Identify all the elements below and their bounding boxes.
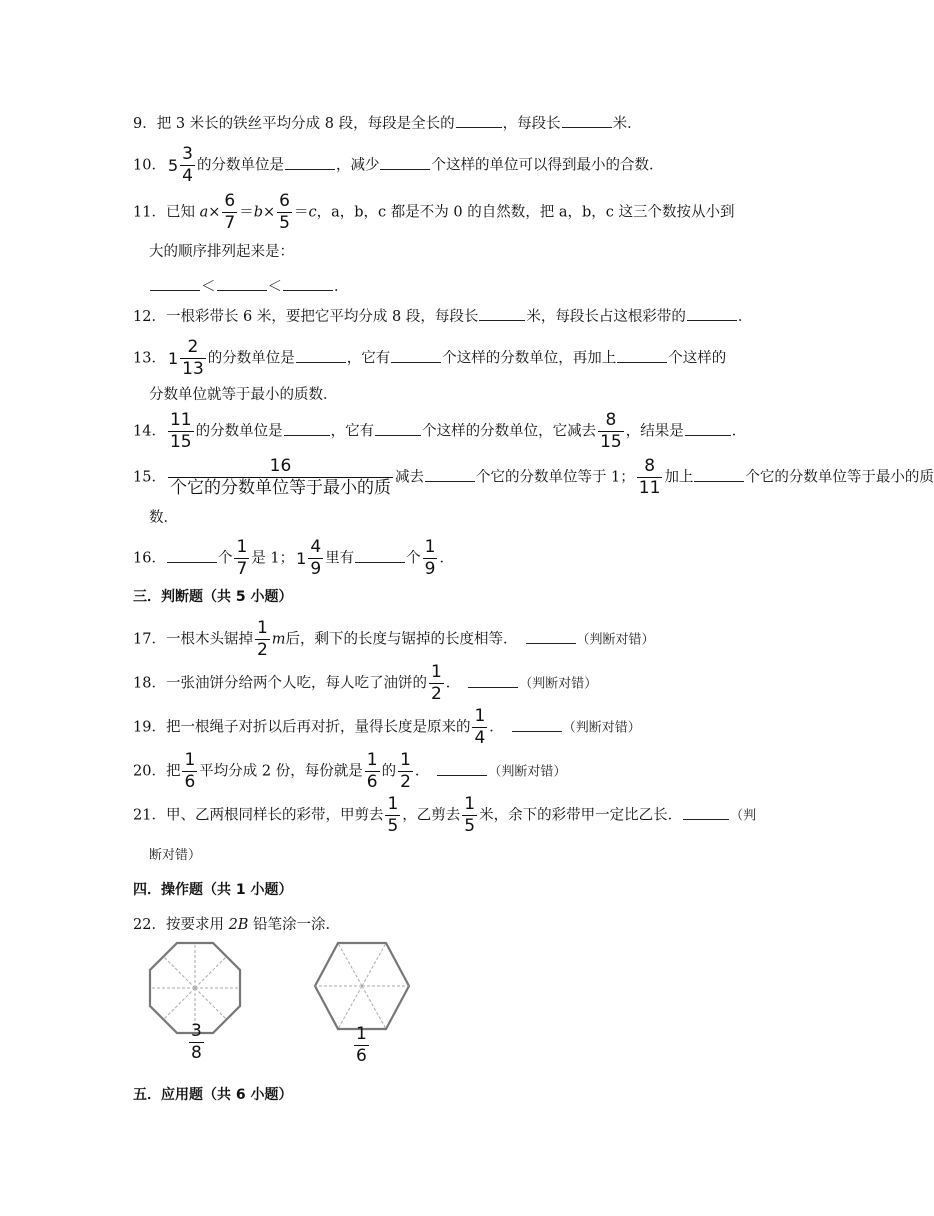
q14-text-f: ． bbox=[731, 423, 747, 440]
q18-text-b: ． bbox=[445, 675, 461, 692]
fraction: $\frac{1}{5}$ bbox=[387, 794, 399, 836]
q18-text-a: 18．一张油饼分给两个人吃，每人吃了油饼的 bbox=[133, 675, 427, 692]
question-21-line2 bbox=[149, 844, 201, 863]
q16-text-f: ． bbox=[439, 550, 454, 567]
fraction: $\frac{1}{7}$ bbox=[236, 537, 248, 579]
fraction: $\frac{6}{5}$ bbox=[279, 191, 290, 233]
q13-text-line2: 分数单位就等于最小的质数． bbox=[149, 387, 338, 403]
fraction: $\frac{1}{4}$ bbox=[474, 706, 486, 748]
period: ． bbox=[334, 279, 349, 295]
question-9 bbox=[133, 112, 642, 133]
fraction: $\frac{1}{2}$ bbox=[256, 618, 268, 660]
question-10 bbox=[133, 146, 663, 185]
q19-text-a: 19．把一根绳子对折以后再对折，量得长度是原来的 bbox=[133, 719, 471, 736]
fraction: $\frac{16}{\text{个它的分数单位等于最小的质}}$ bbox=[169, 456, 391, 498]
q20-text-c: 的 bbox=[381, 763, 397, 780]
answer-blank bbox=[437, 774, 487, 776]
q14-text-b: ，它有 bbox=[330, 423, 375, 440]
fraction: $\frac{8}{15}$ bbox=[600, 410, 622, 452]
judge-hint: （判断对错） bbox=[488, 764, 567, 780]
q20-text-e: ． bbox=[414, 763, 430, 780]
answer-blank bbox=[617, 361, 667, 363]
answer-blank bbox=[285, 168, 335, 170]
q15-text-d: 个它的分数单位等于最小的质 bbox=[745, 469, 934, 486]
answer-blank bbox=[468, 686, 518, 688]
q10-text-a: 的分数单位是 bbox=[196, 157, 284, 174]
answer-blank bbox=[380, 168, 430, 170]
equals-sign: ＝ bbox=[293, 204, 309, 221]
answer-blank bbox=[167, 561, 217, 563]
answer-blank bbox=[425, 480, 475, 482]
q17-text-a: 17．一根木头锯掉 bbox=[133, 631, 253, 648]
fraction: $\frac{6}{7}$ bbox=[224, 191, 236, 233]
judge-hint: （判断对错） bbox=[562, 720, 641, 736]
q22-text-b: 铅笔涂一涂． bbox=[248, 917, 341, 933]
question-18 bbox=[133, 664, 597, 703]
q14-text-e: ，结果是 bbox=[625, 423, 684, 440]
q15-number: 15． bbox=[133, 469, 166, 486]
fraction: $\frac{8}{11}$ bbox=[638, 456, 661, 498]
hexagon-figure[interactable] bbox=[313, 941, 411, 1031]
judge-hint: （判断对错） bbox=[519, 676, 598, 692]
section-heading-application: 五．应用题（共 6 小题） bbox=[133, 1087, 293, 1103]
q16-number: 16． bbox=[133, 550, 166, 567]
pencil-grade: 2B bbox=[228, 917, 249, 933]
q10-number: 10． bbox=[133, 157, 166, 174]
unit: m bbox=[271, 631, 286, 648]
q15-text-c: 加上 bbox=[664, 469, 694, 486]
question-14 bbox=[133, 412, 746, 451]
q15-text-a: 减去 bbox=[394, 469, 424, 486]
hexagon-fraction-label: $\frac{1}{6}$ bbox=[356, 1024, 367, 1066]
mixed-whole: 1 bbox=[296, 549, 307, 568]
q20-text-a: 20．把 bbox=[133, 763, 181, 780]
question-22 bbox=[133, 913, 340, 934]
question-16 bbox=[133, 539, 454, 578]
q19-text-b: ． bbox=[489, 719, 504, 736]
q11-text: ，a，b，c 都是不为 0 的自然数，把 a，b，c 这三个数按从小到 bbox=[316, 204, 735, 221]
var-a: a bbox=[199, 204, 209, 221]
question-15 bbox=[133, 458, 934, 497]
judge-hint-line2: 断对错） bbox=[149, 848, 202, 863]
mixed-whole: 5 bbox=[167, 156, 179, 175]
answer-blank bbox=[217, 289, 267, 291]
q16-text-b: 是 1； bbox=[251, 550, 295, 567]
q16-text-c: 里有 bbox=[325, 550, 355, 567]
answer-blank bbox=[283, 289, 333, 291]
answer-blank bbox=[150, 289, 200, 291]
question-11-line2 bbox=[149, 240, 294, 261]
fraction: $\frac{3}{4}$ bbox=[182, 144, 193, 186]
mixed-whole: 1 bbox=[167, 349, 179, 368]
answer-blank bbox=[296, 361, 346, 363]
question-15-line2 bbox=[149, 506, 178, 527]
q15-text-b: 个它的分数单位等于 1； bbox=[475, 469, 635, 486]
fraction: $\frac{1}{5}$ bbox=[464, 794, 476, 836]
question-17 bbox=[133, 620, 655, 659]
question-20 bbox=[133, 752, 566, 791]
q20-text-b: 平均分成 2 份，每份就是 bbox=[199, 763, 363, 780]
q12-text-a: 12．一根彩带长 6 米，要把它平均分成 8 段，每段长 bbox=[133, 309, 479, 325]
answer-blank bbox=[687, 319, 737, 321]
answer-blank bbox=[375, 434, 421, 436]
fraction: $\frac{4}{9}$ bbox=[310, 537, 322, 579]
fraction: $\frac{2}{13}$ bbox=[182, 337, 204, 379]
fraction: $\frac{1}{2}$ bbox=[400, 750, 411, 792]
answer-blank bbox=[456, 126, 502, 128]
q21-text-b: ，乙剪去 bbox=[402, 807, 461, 824]
q21-text-a: 21．甲、乙两根同样长的彩带，甲剪去 bbox=[133, 807, 384, 824]
answer-blank bbox=[284, 434, 330, 436]
q9-text-b: ，每段长 bbox=[502, 116, 561, 132]
q14-number: 14． bbox=[133, 423, 166, 440]
question-11-line3 bbox=[149, 275, 349, 296]
q22-text-a: 22．按要求用 bbox=[133, 917, 229, 933]
equals-sign: ＝ bbox=[239, 204, 254, 221]
fraction: $\frac{1}{2}$ bbox=[430, 662, 442, 704]
q10-text-b: ，减少 bbox=[335, 157, 380, 174]
question-12 bbox=[133, 305, 752, 326]
answer-blank bbox=[391, 361, 441, 363]
answer-blank bbox=[694, 480, 744, 482]
answer-blank bbox=[685, 434, 731, 436]
q13-text-b: ，它有 bbox=[346, 350, 391, 367]
fraction: $\frac{1}{6}$ bbox=[366, 750, 378, 792]
octagon-fraction-label: $\frac{3}{8}$ bbox=[191, 1021, 202, 1063]
q14-text-c: 个这样的分数单位，它减去 bbox=[422, 423, 597, 440]
less-than-sign: ＜ bbox=[267, 279, 282, 295]
answer-blank bbox=[526, 642, 576, 644]
question-11 bbox=[133, 193, 734, 232]
q11-text-line2: 大的顺序排列起来是： bbox=[149, 244, 294, 260]
question-13 bbox=[133, 339, 726, 378]
fraction: $\frac{11}{15}$ bbox=[169, 410, 192, 452]
answer-blank bbox=[683, 818, 729, 820]
q16-text-e: 个 bbox=[406, 550, 421, 567]
q13-text-d: 个这样的 bbox=[668, 350, 727, 367]
q9-text-c: 米． bbox=[612, 116, 642, 132]
answer-blank bbox=[355, 561, 405, 563]
times-sign: × bbox=[263, 204, 276, 221]
q10-text-c: 个这样的单位可以得到最小的合数． bbox=[431, 157, 664, 174]
question-19 bbox=[133, 708, 641, 747]
q13-text-a: 的分数单位是 bbox=[207, 350, 295, 367]
q11-number: 11．已知 bbox=[133, 204, 200, 221]
fraction: $\frac{1}{9}$ bbox=[424, 537, 436, 579]
fraction: $\frac{1}{6}$ bbox=[184, 750, 196, 792]
q16-text-a: 个 bbox=[217, 550, 233, 567]
question-13-line2 bbox=[149, 383, 338, 404]
answer-blank bbox=[512, 730, 562, 732]
q21-text-c: 米，余下的彩带甲一定比乙长． bbox=[479, 807, 683, 824]
times-sign: × bbox=[208, 204, 221, 221]
question-21 bbox=[133, 796, 756, 835]
q13-text-c: 个这样的分数单位，再加上 bbox=[442, 350, 617, 367]
judge-hint: （判 bbox=[730, 808, 757, 824]
section-heading-operation: 四．操作题（共 1 小题） bbox=[133, 882, 293, 898]
q9-text-a: 9．把 3 米长的铁丝平均分成 8 段，每段是全长的 bbox=[133, 116, 455, 132]
q13-number: 13． bbox=[133, 350, 166, 367]
q12-text-c: ． bbox=[737, 309, 753, 325]
answer-blank bbox=[479, 319, 525, 321]
q15-text-line2: 数． bbox=[149, 510, 178, 526]
answer-blank bbox=[562, 126, 612, 128]
q14-text-a: 的分数单位是 bbox=[195, 423, 283, 440]
q12-text-b: 米，每段长占这根彩带的 bbox=[526, 309, 686, 325]
var-b: b bbox=[253, 204, 263, 221]
q17-text-b: 后，剩下的长度与锯掉的长度相等． bbox=[285, 631, 518, 648]
judge-hint: （判断对错） bbox=[576, 632, 655, 648]
var-c: c bbox=[308, 204, 317, 221]
section-heading-judgement: 三．判断题（共 5 小题） bbox=[133, 589, 293, 605]
less-than-sign: ＜ bbox=[201, 279, 216, 295]
